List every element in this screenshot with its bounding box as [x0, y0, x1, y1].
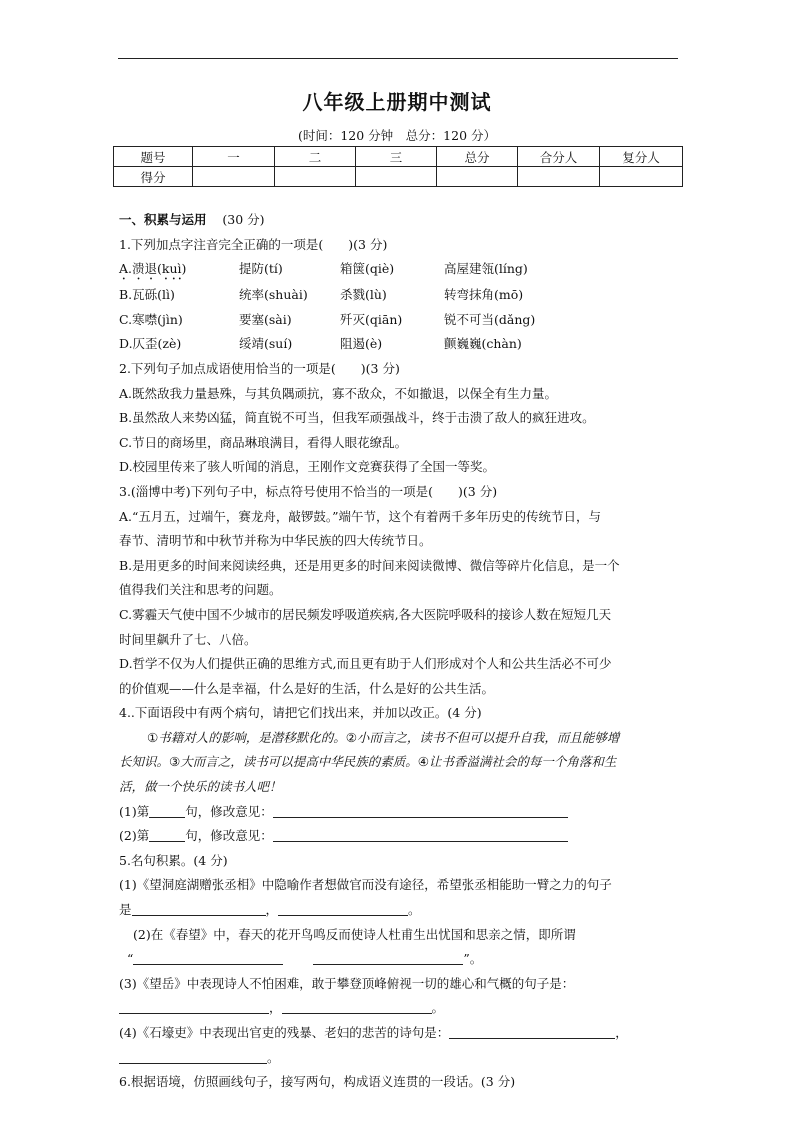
option-cell: 转弯抹角(mō): [444, 287, 524, 303]
punctuation: “: [127, 951, 134, 967]
question-5-part-1-answer: [119, 898, 681, 923]
revision-blank[interactable]: [273, 803, 568, 818]
question-5-part-4: [119, 1021, 681, 1046]
question-1-option-row: [119, 332, 681, 357]
score-table-cell: 三: [356, 147, 437, 167]
option-cell: 阻遏(è): [340, 336, 383, 352]
option-cell: 高屋建瓴(líng): [444, 261, 528, 277]
punctuation: 。: [408, 902, 421, 918]
score-table-cell: 总分: [437, 147, 518, 167]
sentence-number-blank[interactable]: [149, 827, 185, 842]
question-3-line: 的价值观——什么是幸福，什么是好的生活，什么是好的公共生活。: [119, 680, 495, 696]
question-1-option-row: [119, 308, 681, 333]
question-3-line: 时间里飙升了七、八倍。: [119, 631, 257, 647]
option-cell: A.溃退(kuì): [119, 261, 187, 277]
poem-line-blank[interactable]: [119, 1049, 267, 1064]
score-table-cell: 复分人: [600, 147, 683, 167]
poem-line-blank[interactable]: [119, 999, 269, 1014]
question-4-answer-1: [119, 800, 681, 825]
option-cell: 歼灭(qiān): [340, 311, 403, 327]
option-cell: 要塞(sài): [239, 311, 292, 327]
section-heading: [119, 208, 681, 233]
answer-label: (2)第: [119, 828, 150, 844]
score-entry-cell[interactable]: [518, 167, 600, 187]
poem-line-blank[interactable]: [278, 901, 408, 916]
question-2-option: A.既然敌我力量悬殊，与其负隅顽抗，寡不敌众，不如撤退，以保全有生力量。: [119, 385, 558, 401]
question-4-passage-line: 长知识。③大而言之，读书可以提高中华民族的素质。④让书香溢满社会的每一个角落和生: [119, 754, 617, 770]
poem-line-blank[interactable]: [313, 950, 463, 965]
question-1-option-row: [119, 257, 681, 283]
question-3-line: D.哲学不仅为人们提供正确的思维方式,而且更有助于人们形成对个人和公共生活必不可少: [119, 656, 612, 672]
punctuation: 。: [267, 1049, 280, 1065]
score-table: [113, 146, 683, 187]
score-table-cell: 二: [275, 147, 356, 167]
question-5-part-2-answer: [119, 947, 681, 972]
question-5-part-3: (3)《望岳》中表现诗人不怕困难，敢于攀登顶峰俯视一切的雄心和气概的句子是：: [119, 975, 575, 991]
score-entry-cell[interactable]: [356, 167, 437, 187]
score-table-cell: 一: [193, 147, 275, 167]
gap: [283, 951, 313, 965]
question-3-stem: 3.(淄博中考)下列句子中，标点符号使用不恰当的一项是( )(3 分): [119, 483, 498, 499]
revision-blank[interactable]: [273, 827, 568, 842]
poem-line-blank[interactable]: [282, 999, 432, 1014]
poem-line-blank[interactable]: [132, 901, 266, 916]
score-table-cell: 得分: [114, 167, 193, 187]
option-cell: 提防(tí): [239, 261, 283, 277]
score-table-cell: 题号: [114, 147, 193, 167]
question-5-part-3-answer: [119, 996, 681, 1021]
answer-label: 句，修改意见：: [185, 828, 273, 844]
question-4-passage-line: 活，做一个快乐的读书人吧！: [119, 779, 282, 795]
punctuation: ，: [269, 1000, 282, 1016]
question-2-option: D.校园里传来了骇人听闻的消息，王刚作文竞赛获得了全国一等奖。: [119, 459, 496, 475]
option-cell: 箱箧(qiè): [340, 261, 395, 277]
score-entry-cell[interactable]: [600, 167, 683, 187]
question-2-stem: 2.下列句子加点成语使用恰当的一项是( )(3 分): [119, 360, 400, 376]
option-cell: D.仄歪(zè): [119, 336, 182, 352]
question-3-line: A.“五月五，过端午，赛龙舟，敲锣鼓。”端午节，这个有着两千多年历史的传统节日，与: [119, 508, 602, 524]
option-cell: C.寒噤(jìn): [119, 311, 183, 327]
score-entry-cell[interactable]: [437, 167, 518, 187]
option-cell: 统率(shuài): [239, 287, 308, 303]
question-1-option-row: [119, 283, 681, 308]
answer-label: 句，修改意见：: [185, 803, 273, 819]
question-5-part-1: (1)《望洞庭湖赠张丞相》中隐喻作者想做官而没有途径，希望张丞相能助一臂之力的句子: [119, 877, 612, 893]
score-entry-cell[interactable]: [275, 167, 356, 187]
header-rule: [118, 58, 678, 59]
question-3-line: B.是用更多的时间来阅读经典，还是用更多的时间来阅读微博、微信等碎片化信息，是一个: [119, 557, 620, 573]
question-6-stem: 6.根据语境，仿照画线句子，接写两句，构成语义连贯的一段话。(3 分): [119, 1074, 516, 1090]
punctuation: 。: [431, 1000, 445, 1016]
question-4-answer-2: [119, 824, 681, 849]
section-title: 一、积累与运用: [119, 212, 207, 227]
exam-subtitle: (时间：120 分钟 总分：120 分）: [297, 128, 497, 143]
punctuation: ，: [615, 1025, 628, 1040]
question-text: (4)《石壕吏》中表现出官吏的残暴、老妇的悲苦的诗句是：: [119, 1025, 450, 1040]
score-table-cell: 合分人: [518, 147, 600, 167]
exam-body: [119, 208, 681, 1095]
sentence-number-blank[interactable]: [149, 803, 185, 818]
question-3-line: 春节、清明节和中秋节并称为中华民族的四大传统节日。: [119, 533, 432, 549]
option-cell: 颤巍巍(chàn): [444, 336, 522, 352]
punctuation: ”。: [463, 951, 483, 967]
score-table-header-row: [114, 147, 683, 167]
question-4-passage-line: ①书籍对人的影响，是潜移默化的。②小而言之，读书不但可以提升自我，而且能够增: [147, 729, 620, 745]
option-cell: 绥靖(suí): [239, 336, 293, 352]
question-4-stem: 4..下面语段中有两个病句，请把它们找出来，并加以改正。(4 分): [119, 705, 482, 721]
section-points: (30 分): [222, 212, 265, 227]
question-5-part-4-answer: [119, 1046, 681, 1071]
score-entry-cell[interactable]: [193, 167, 275, 187]
question-1-stem: 1.下列加点字注音完全正确的一项是( )(3 分): [119, 236, 388, 252]
question-5-stem: 5.名句积累。(4 分): [119, 852, 228, 868]
question-2-option: C.节日的商场里，商品琳琅满目，看得人眼花缭乱。: [119, 434, 408, 450]
answer-label: 是: [119, 902, 132, 918]
score-table-score-row: [114, 167, 683, 187]
question-3-line: 值得我们关注和思考的问题。: [119, 582, 282, 598]
page-title: 八年级上册期中测试: [302, 90, 492, 114]
question-2-option: B.虽然敌人来势凶猛，简直锐不可当，但我军顽强战斗，终于击溃了敌人的疯狂进攻。: [119, 410, 595, 426]
option-cell: 杀戮(lù): [340, 287, 387, 303]
poem-line-blank[interactable]: [133, 950, 283, 965]
question-3-line: C.雾霾天气使中国不少城市的居民频发呼吸道疾病,各大医院呼吸科的接诊人数在短短几天: [119, 606, 612, 622]
poem-line-blank[interactable]: [449, 1024, 615, 1039]
question-5-part-2: (2)在《春望》中，春天的花开鸟鸣反而使诗人杜甫生出忧国和思亲之情，即所谓: [133, 926, 576, 942]
punctuation: ，: [265, 902, 279, 918]
option-cell: 锐不可当(dǎng): [444, 311, 536, 327]
answer-label: (1)第: [119, 803, 150, 819]
option-cell: B.瓦砾(lì): [119, 287, 175, 303]
